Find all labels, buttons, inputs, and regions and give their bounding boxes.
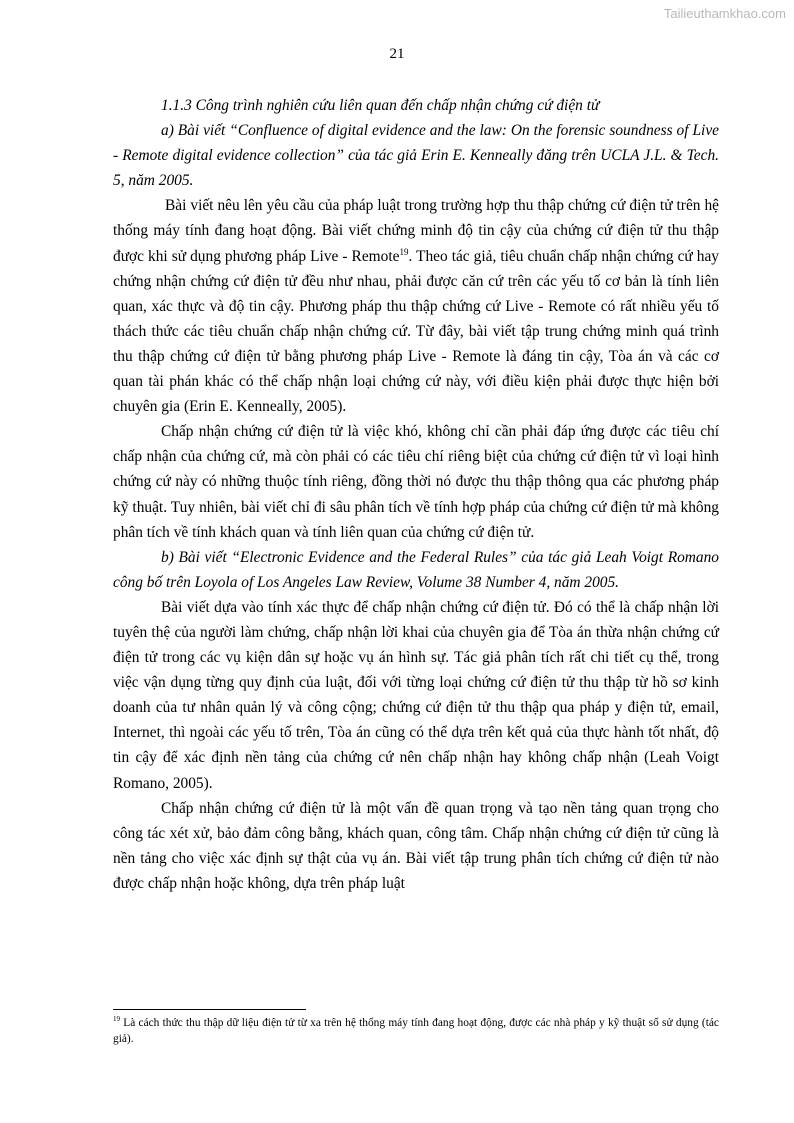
subsection-b-title: b) Bài viết “Electronic Evidence and the Federal Rules” của tác giả Leah Voigt Romano công bố trên Loyola of Los Angeles Law Review, Volume 38 Number 4, năm 2005.	[113, 548, 719, 591]
paragraph-4: Chấp nhận chứng cứ điện tử là một vấn đề quan trọng và tạo nền tảng quan trọng cho công tác xét xử, bảo đảm công bằng, khách quan, công tâm. Chấp nhận chứng cứ điện tử cũng là nền tảng cho việc xác định sự thật của vụ án. Bài viết tập trung phân tích chứng cứ điện tử nào được chấp nhận hoặc không, dựa trên pháp luật	[113, 799, 719, 892]
page-body	[113, 93, 719, 896]
paragraph-1	[113, 193, 719, 419]
subsection-a-title: a) Bài viết “Confluence of digital evidence and the law: On the forensic soundness of Live - Remote digital evidence collection” của tác giả Erin E. Kenneally đăng trên UCLA J.L. & Tech. 5, năm 2005.	[113, 122, 719, 190]
footnote	[113, 1016, 719, 1047]
paragraph-1-part-1: Bài viết nêu lên yêu cầu của pháp luật trong trường hợp thu thập chứng cứ điện tử trên hệ thống máy tính đang hoạt động. Bài viết chứng minh độ tin cậy của chứng cứ điện tử thu thập được khi sử dụng phương pháp Live - Remote	[113, 197, 719, 265]
paragraph-2: Chấp nhận chứng cứ điện tử là việc khó, không chỉ cần phải đáp ứng được các tiêu chí chấp nhận của chứng cứ, mà còn phải có các tiêu chí riêng biệt của chứng cứ điện tử vì loại hình chứng cứ này có những thuộc tính riêng, đồng thời nó được thu thập thông qua các phương pháp kỹ thuật. Tuy nhiên, bài viết chỉ đi sâu phân tích về tính hợp pháp của chứng cứ điện tử mà không phân tích về tính khách quan và tính liên quan của chứng cứ điện tử.	[113, 423, 719, 541]
page-number: 21	[389, 46, 405, 62]
paragraph-1-part-2: . Theo tác giả, tiêu chuẩn chấp nhận chứng cứ hay chứng nhận chứng cứ điện tử đều như nhau, phải được căn cứ trên các yếu tố cơ bản là tính liên quan, xác thực và độ tin cậy. Phương pháp thu thập chứng cứ Live - Remote có rất nhiều yếu tố thách thức các tiêu chuẩn chấp nhận chứng cứ. Từ đây, bài viết tập trung chứng minh quá trình thu thập chứng cứ điện tử bằng phương pháp Live - Remote là đáng tin cậy, Tòa án và các cơ quan tài phán khác có thể chấp nhận loại chứng cứ này, với điều kiện phải được thực hiện bởi chuyên gia (Erin E. Kenneally, 2005).	[113, 247, 719, 416]
section-heading: 1.1.3 Công trình nghiên cứu liên quan đến chấp nhận chứng cứ điện tử	[161, 97, 600, 114]
footnote-reference[interactable]: 19	[399, 246, 409, 257]
watermark: Tailieuthamkhao.com	[663, 6, 786, 21]
footnote-number: 19	[113, 1015, 120, 1024]
footnote-divider	[113, 1009, 306, 1010]
footnote-text: Là cách thức thu thập dữ liệu điện tử từ xa trên hệ thống máy tính đang hoạt động, được các nhà pháp y kỹ thuật số sử dụng (tác giả).	[113, 1017, 719, 1045]
paragraph-3: Bài viết dựa vào tính xác thực để chấp nhận chứng cứ điện tử. Đó có thể là chấp nhận lời tuyên thệ của người làm chứng, chấp nhận lời khai của chuyên gia để Tòa án thừa nhận chứng cứ điện tử trong các vụ kiện dân sự hoặc vụ án hình sự. Tác giả phân tích rất chi tiết cụ thể, trong việc vận dụng từng quy định của luật, đối với từng loại chứng cứ điện tử thu thập từ hồ sơ kinh doanh của tư nhân quản lý và công cộng; chứng cứ điện tử thu thập qua pháp y điện tử, email, Internet, thì ngoài các yếu tố trên, Tòa án cũng có thể dựa trên kết quả của thực hành tốt nhất, độ tin cậy để xác định nền tảng của chứng cứ nên chấp nhận hay không chấp nhận (Leah Voigt Romano, 2005).	[113, 598, 719, 792]
